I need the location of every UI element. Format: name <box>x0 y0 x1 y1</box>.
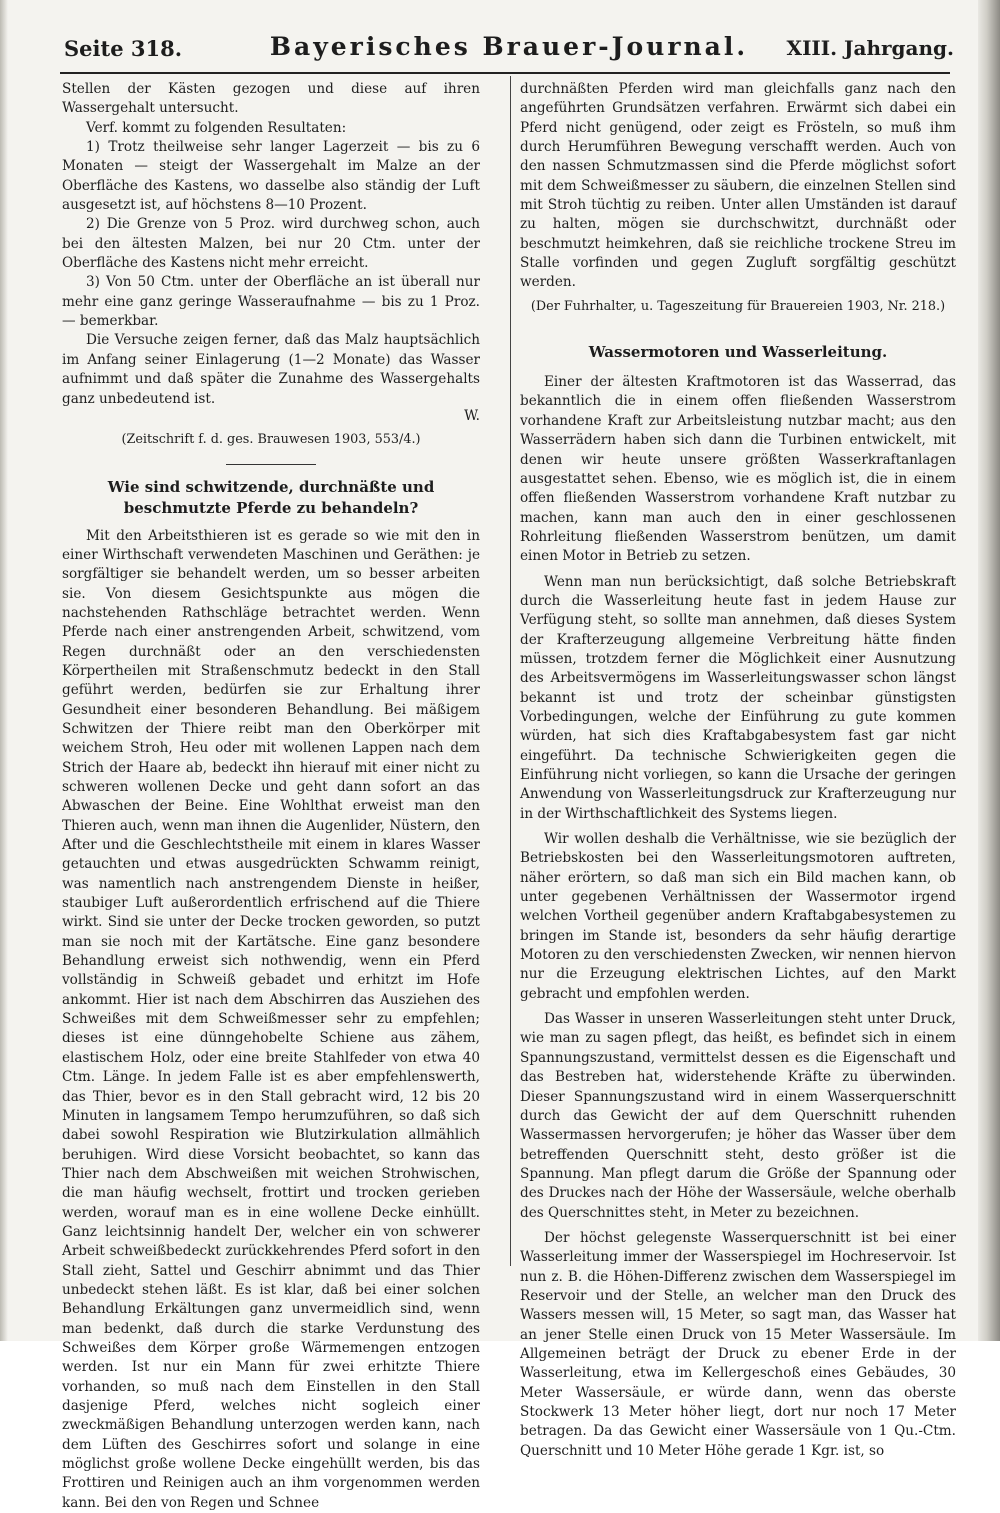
article-paragraph-1: Einer der ältesten Kraftmotoren ist das Wasserrad, das bekanntlich die in einem offen fließenden Wasserstrom vorhandene Kraft zur Arbeitsleistung nutzbar macht; aus den Wasserrädern haben sich dann die Turbinen entwickelt, mit denen wir heute unsere größten Wasserkraftanlagen ausgestattet sehen. Ebenso, wie es möglich ist, die in einem offen fließenden Wasserstrom vorhandene Kraft nutzbar zu machen, kann man auch den in einer geschlossenen Rohrleitung fließenden Wasserstrom benützen, um damit einen Motor in Betrieb zu setzen. <box>520 374 956 565</box>
page-edge-right <box>978 0 1000 1341</box>
article-paragraph-3: Wir wollen deshalb die Verhältnisse, wie sie bezüglich der Betriebskosten bei den Wasserleitungsmotoren auftreten, näher erörtern, so daß man sich ein Bild machen kann, ob unter gegebenen Verhältnissen der Wassermotor irgend welchen Vortheil gegenüber andern Kraftabgabesystemen zu bringen im Stande ist, besonders da sehr häufig derartige Motoren zu den verschiedensten Zwecken, wir nennen hiervon nur die Erzeugung elektrischen Lichtes, auf den Markt gebracht und empfohlen werden. <box>520 831 956 1002</box>
section-divider <box>226 464 316 465</box>
source-citation: (Zeitschrift f. d. ges. Brauwesen 1903, 553/4.) <box>121 432 421 448</box>
article-paragraph-4: Das Wasser in unseren Wasserleitungen steht unter Druck, wie man zu sagen pflegt, das heißt, es befindet sich in einem Spannungszustand, vermittelst dessen es die Eigenschaft und das Bestreben hat, widerstehende Kräfte zu überwinden. Dieser Spannungszustand wird in einem Wasserquerschnitt durch das Gewicht der auf dem Querschnitt ruhenden Wassermassen hervorgerufen; je höher das Wasser über dem betreffenden Querschnitt steht, desto größer ist die Spannung. Man pflegt darum die Größe der Spannung oder des Druckes nach der Höhe der Wassersäule, welche oberhalb des Querschnittes steht, in Meter zu bezeichnen. <box>520 1011 956 1221</box>
results-intro: Verf. kommt zu folgenden Resultaten: <box>86 119 347 136</box>
journal-title: Bayerisches Brauer-Journal. <box>269 32 749 61</box>
article-title-horses: Wie sind schwitzende, durchnäßte und beschmutzte Pferde zu behandeln? <box>107 477 435 517</box>
result-item-2: 2) Die Grenze von 5 Proz. wird durchweg schon, auch bei den ältesten Malzen, bei nur 20 Ctm. unter der Oberfläche des Kastens nicht mehr erreicht. <box>62 216 480 272</box>
article-paragraph-5: Der höchst gelegenste Wasserquerschnitt ist bei einer Wasserleitung immer der Wasserspiegel im Hochreservoir. Ist nun z. B. die Höhen-Differenz zwischen dem Wasserspiegel im Reservoir und der Stelle, an welcher man den Druck des Wassers messen will, 15 Meter, so sagt man, das Wasser hat an jener Stelle einen Druck von 15 Meter Wassersäule. Im Allgemeinen beträgt der Druck zu ebener Erde in der Wasserleitung, etwa im Kellergeschoß eines Gebäudes, 30 Meter Wassersäule, er würde dann, wenn das oberste Stockwerk 13 Meter höher liegt, dort nur noch 17 Meter betragen. Da das Gewicht einer Wassersäule von 1 Qu.-Ctm. Querschnitt und 10 Meter Höhe gerade 1 Kgr. ist, so <box>520 1229 956 1459</box>
page-edge-left <box>0 0 8 1341</box>
author-signature: W. <box>464 407 480 424</box>
conclusion-paragraph: Die Versuche zeigen ferner, daß das Malz hauptsächlich im Anfang seiner Einlagerung (1—2 Monate) das Wasser aufnimmt und daß später die Zunahme des Wassergehalts ganz unbedeutend ist. <box>62 332 480 407</box>
result-item-1: 1) Trotz theilweise sehr langer Lagerzeit — bis zu 6 Monaten — steigt der Wassergehalt im Malze an der Oberfläche des Kastens, wo dasselbe also ständig der Luft ausgesetzt ist, auf höchstens 8—10 Prozent. <box>62 139 480 214</box>
result-item-3: 3) Von 50 Ctm. unter der Oberfläche an ist überall nur mehr eine ganz geringe Wasseraufnahme — bis zu 1 Proz. — bemerkbar. <box>62 274 480 330</box>
source-citation-horses: (Der Fuhrhalter, u. Tageszeitung für Brauereien 1903, Nr. 218.) <box>530 298 946 314</box>
page-header <box>64 28 954 68</box>
column-divider <box>510 76 511 1266</box>
header-rule <box>60 72 950 74</box>
page-number: Seite 318. <box>64 36 183 61</box>
intro-paragraph: Stellen der Kästen gezogen und diese auf ihren Wassergehalt untersucht. <box>62 81 480 117</box>
left-column <box>62 80 480 1513</box>
continuation-paragraph: durchnäßten Pferden wird man gleichfalls ganz nach den angeführten Grundsätzen verfahren. Erwärmt sich dabei ein Pferd nicht genügend, oder zeigt es Frösteln, so muß ihm durch Herumführen Bewegung verschafft werden. Auch von den nassen Schmutzmassen sind die Pferde möglichst sofort mit dem Schweißmesser zu säubern, die einzelnen Stellen sind mit Stroh tüchtig zu reiben. Unter allen Umständen ist darauf zu halten, mögen sie durchschwitzt, durchnäßt oder beschmutzt heimkehren, daß sie reichliche trockene Streu im Stalle vorfinden und gegen Zugluft sorgfältig geschützt werden. <box>520 81 956 291</box>
article-body-horses: Mit den Arbeitsthieren ist es gerade so wie mit den in einer Wirthschaft verwendeten Maschinen und Geräthen: je sorgfältiger sie behandelt werden, um so besser arbeiten sie. Von diesem Gesichtspunkte aus mögen die nachstehenden Rathschläge betrachtet werden. Wenn Pferde nach einer anstrengenden Arbeit, schwitzend, vom Regen durchnäßt oder an den verschiedensten Körpertheilen mit Straßenschmutz bedeckt in den Stall geführt werden, bedürfen sie zur Erhaltung ihrer Gesundheit einer besonderen Behandlung. Bei mäßigem Schwitzen der Thiere reibt man den Oberkörper mit weichem Stroh, Heu oder mit wollenen Lappen nach dem Strich der Haare ab, bedeckt ihn hierauf mit einer nicht zu schweren wollenen Decke und geht dann sofort an das Abwaschen der Beine. Eine Wohlthat erweist man den Thieren auch, wenn man ihnen die Augenlider, Nüstern, den After und die Geschlechtstheile mit einem in klares Wasser getauchten und etwas ausgedrückten Schwamm reinigt, was namentlich nach anstrengendem Dienste in heißer, staubiger Luft außerordentlich erfrischend auf die Thiere wirkt. Sind sie unter der Decke trocken geworden, so putzt man sie noch mit der Kartätsche. Eine ganz besondere Behandlung erweist sich nothwendig, wenn ein Pferd vollständig in Schweiß gebadet und erhitzt im Hofe ankommt. Hier ist nach dem Abschirren das Ausziehen des Schweißes mit dem Schweißmesser sehr zu empfehlen; dieses ist eine dünngehobelte Schiene aus zähem, elastischem Holz, oder eine breite Stahlfeder von etwa 40 Ctm. Länge. In jedem Falle ist es aber empfehlenswerth, das Thier, bevor es in den Stall gebracht wird, 12 bis 20 Minuten in langsamem Tempo herumzuführen, so daß sich dabei sowohl Respiration wie Blutzirkulation allmählich beruhigen. Wird diese Vorsicht beobachtet, so kann das Thier nach dem Abschweißen mit weichen Strohwischen, die man häufig wechselt, frottirt und trocken gerieben werden, worauf man es in eine wollene Decke einhüllt. Ganz leichtsinnig handelt Der, welcher ein von schwerer Arbeit schweißbedeckt zurückkehrendes Pferd sofort in den Stall zieht, Sattel und Geschirr abnimmt und das Thier unbedeckt stehen läßt. Es ist klar, daß bei einer solchen Behandlung Erkältungen ganz unvermeidlich sind, wenn man bedenkt, daß durch die starke Verdunstung des Schweißes dem Körper große Wärmemengen entzogen werden. Ist nur ein Mann für zwei erhitzte Thiere vorhanden, so muß nach dem Einstellen in den Stall dasjenige Pferd, welches nicht sogleich einer zweckmäßigen Behandlung unterzogen werden kann, nach dem Lüften des Geschirres sofort und solange in eine möglichst große wollene Decke eingehüllt werden, bis das Frottiren und Reinigen auch an ihm vorgenommen werden kann. Bei den von Regen und Schnee <box>62 527 480 1511</box>
article-title-water-motors: Wassermotoren und Wasserleitung. <box>588 343 888 362</box>
right-column <box>520 80 956 1461</box>
volume-label: XIII. Jahrgang. <box>786 36 954 60</box>
article-paragraph-2: Wenn man nun berücksichtigt, daß solche Betriebskraft durch die Wasserleitung heute fast in jedem Hause zur Verfügung steht, so sollte man annehmen, daß dieses System der Krafterzeugung allgemeine Verbreitung hätte finden müssen, trotzdem ferner die Möglichkeit einer Ausnutzung des Arbeitsvermögens im Wasserleitungswasser schon längst bekannt ist und trotz der scheinbar günstigsten Vorbedingungen, welche der Einführung zu gute kommen würden, hat sich dies Kraftabgabesystem fast gar nicht eingeführt. Da technische Schwierigkeiten gegen die Einführung nicht vorliegen, so kann die Ursache der geringen Anwendung von Wasserleitungsdruck zur Krafterzeugung nur in der Wirthschaftlichkeit des Systems liegen. <box>520 573 956 822</box>
